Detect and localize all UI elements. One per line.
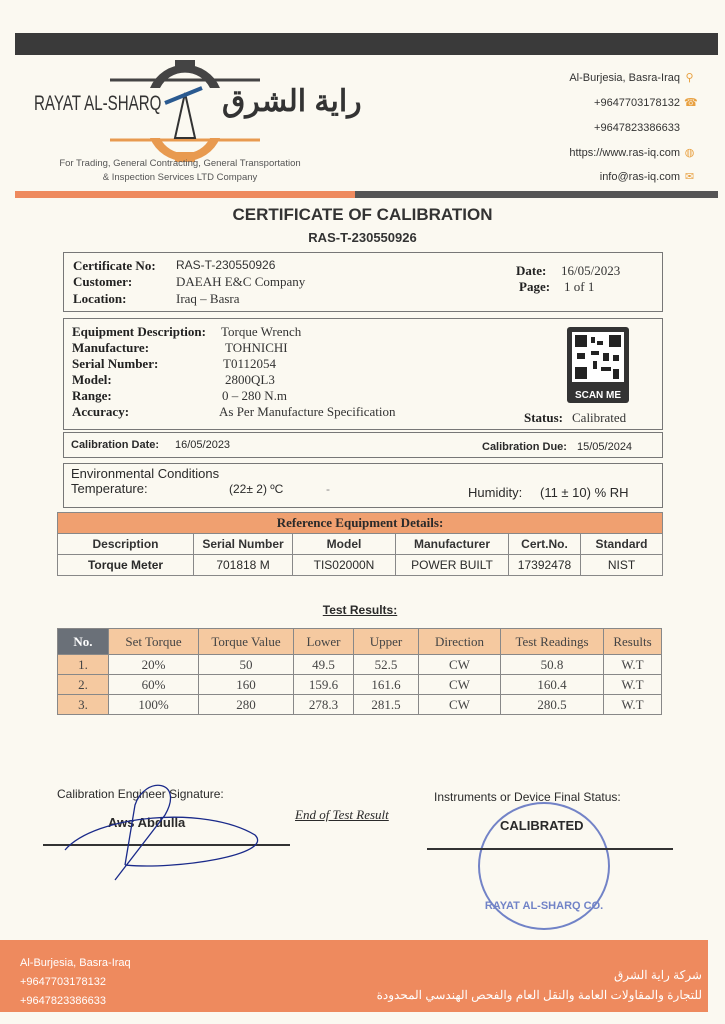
brand-name-en: RAYAT AL-SHARQ <box>34 92 162 115</box>
header-top-bar <box>15 33 718 55</box>
equipment-box <box>63 318 663 430</box>
engineer-signature-label: Calibration Engineer Signature: <box>57 787 224 801</box>
table-cell: 20% <box>109 655 199 675</box>
column-header: Results <box>604 629 662 655</box>
test-results-table <box>57 628 662 715</box>
table-row <box>58 695 662 715</box>
accuracy-value: As Per Manufacture Specification <box>219 404 396 419</box>
environment-heading: Environmental Conditions <box>71 466 220 481</box>
column-header: Cert.No. <box>509 534 581 555</box>
serial-value: T0112054 <box>223 356 276 371</box>
customer-value: DAEAH E&C Company <box>176 274 306 289</box>
certificate-reference: RAS-T-230550926 <box>308 230 417 245</box>
qr-code[interactable] <box>567 327 629 403</box>
column-header: Serial Number <box>194 534 293 555</box>
contact-address <box>569 72 695 84</box>
table-cell: 49.5 <box>294 655 354 675</box>
table-cell: 160.4 <box>501 675 604 695</box>
table-cell: W.T <box>604 655 662 675</box>
temperature-label: Temperature: <box>71 481 148 496</box>
table-cell: 160 <box>199 675 294 695</box>
range-label: Range: <box>72 388 112 403</box>
cert-no-label: Certificate No: <box>73 258 156 273</box>
table-cell: 280 <box>199 695 294 715</box>
website-link[interactable]: https://www.ras-iq.com <box>569 147 680 159</box>
date-label: Date: <box>516 263 547 278</box>
table-header-row <box>58 534 663 555</box>
status-value: Calibrated <box>572 410 627 425</box>
table-cell: 50.8 <box>501 655 604 675</box>
table-cell: 52.5 <box>354 655 419 675</box>
test-results-title: Test Results: <box>322 603 398 617</box>
table-cell: W.T <box>604 675 662 695</box>
column-header: No. <box>58 629 109 655</box>
footer-band <box>0 940 708 1012</box>
equipment-desc-label: Equipment Description: <box>72 324 206 339</box>
range-value: 0 – 280 N.m <box>222 388 287 403</box>
tagline-line-2: & Inspection Services LTD Company <box>102 172 258 183</box>
location-label: Location: <box>73 291 127 306</box>
mail-icon: ✉ <box>684 170 695 183</box>
divider-dark <box>355 191 718 198</box>
table-cell: CW <box>419 675 501 695</box>
table-cell: 1. <box>58 655 109 675</box>
scan-me-label: SCAN ME <box>574 390 622 401</box>
footer-address: Al-Burjesia, Basra-Iraq <box>20 957 131 969</box>
equipment-desc-value: Torque Wrench <box>221 324 302 339</box>
email-link[interactable]: info@ras-iq.com <box>599 171 680 183</box>
footer-phone-1: +9647703178132 <box>20 976 106 988</box>
separator-dash: - <box>326 482 330 496</box>
page-value: 1 of 1 <box>564 279 595 294</box>
calibration-due-label: Calibration Due: <box>482 441 567 453</box>
serial-label: Serial Number: <box>72 356 159 371</box>
contact-website[interactable] <box>569 147 695 159</box>
end-of-test-result: End of Test Result <box>295 807 389 822</box>
table-cell: 60% <box>109 675 199 695</box>
column-header: Lower <box>294 629 354 655</box>
table-cell: 159.6 <box>294 675 354 695</box>
table-cell: 2. <box>58 675 109 695</box>
column-header: Torque Value <box>199 629 294 655</box>
column-header: Test Readings <box>501 629 604 655</box>
footer-phone-2: +9647823386633 <box>20 995 106 1007</box>
table-cell: CW <box>419 695 501 715</box>
contact-phone-2 <box>594 122 680 134</box>
stamp-text: RAYAT AL-SHARQ CO. <box>484 900 604 912</box>
table-cell: 701818 M <box>194 555 293 576</box>
table-cell: 17392478 <box>509 555 581 576</box>
table-cell: Torque Meter <box>58 555 194 576</box>
column-header: Direction <box>419 629 501 655</box>
table-cell: 281.5 <box>354 695 419 715</box>
final-status-value: CALIBRATED <box>500 818 584 833</box>
globe-icon: ◍ <box>684 146 695 159</box>
column-header: Standard <box>581 534 663 555</box>
table-cell: 278.3 <box>294 695 354 715</box>
column-header: Model <box>293 534 396 555</box>
date-value: 16/05/2023 <box>561 263 621 278</box>
divider-orange <box>15 191 355 198</box>
manufacture-value: TOHNICHI <box>225 340 288 355</box>
table-cell: 50 <box>199 655 294 675</box>
phone-text: +9647823386633 <box>594 122 680 134</box>
accuracy-label: Accuracy: <box>72 404 130 419</box>
location-pin-icon: ⚲ <box>685 71 694 84</box>
environment-box <box>63 463 663 508</box>
tagline-line-1: For Trading, General Contracting, General Transportation <box>59 158 301 169</box>
manufacture-label: Manufacture: <box>72 340 150 355</box>
reference-equipment-table <box>57 512 663 576</box>
table-cell: 280.5 <box>501 695 604 715</box>
calibration-dates-box <box>63 432 663 458</box>
engineer-name: Aws Abdulla <box>108 815 186 830</box>
contact-email[interactable] <box>600 171 695 183</box>
location-value: Iraq – Basra <box>176 291 240 306</box>
model-value: 2800QL3 <box>225 372 275 387</box>
table-row <box>58 655 662 675</box>
reference-table-title: Reference Equipment Details: <box>58 513 663 534</box>
customer-label: Customer: <box>73 274 133 289</box>
calibration-date-label: Calibration Date: <box>71 439 160 451</box>
table-cell: POWER BUILT <box>396 555 509 576</box>
footer-arabic-tagline: للتجارة والمقاولات العامة والنقل العام والفحص الهندسي المحدودة <box>376 988 702 1002</box>
humidity-label: Humidity: <box>468 485 523 500</box>
table-cell: NIST <box>581 555 663 576</box>
column-header: Description <box>58 534 194 555</box>
humidity-value: (11 ± 10) % RH <box>540 485 629 500</box>
column-header: Manufacturer <box>396 534 509 555</box>
table-cell: 161.6 <box>354 675 419 695</box>
brand-name-ar: راية الشرق <box>222 85 362 118</box>
table-cell: CW <box>419 655 501 675</box>
certificate-info-box <box>63 252 663 312</box>
qr-code-icon <box>567 327 629 385</box>
status-label: Status: <box>524 410 564 425</box>
temperature-value: (22± 2) ºC <box>229 482 284 496</box>
table-header-row <box>58 629 662 655</box>
page-label: Page: <box>519 279 551 294</box>
final-status-label: Instruments or Device Final Status: <box>434 790 621 804</box>
table-row <box>58 555 663 576</box>
contact-phone-1 <box>594 96 698 109</box>
phone-icon: ☎ <box>684 96 698 109</box>
table-cell: W.T <box>604 695 662 715</box>
calibration-date-value: 16/05/2023 <box>175 439 231 451</box>
cert-no-value: RAS-T-230550926 <box>176 258 276 272</box>
model-label: Model: <box>72 372 112 387</box>
address-text: Al-Burjesia, Basra-Iraq <box>569 72 680 84</box>
footer-arabic-name: شركة راية الشرق <box>613 968 702 982</box>
column-header: Upper <box>354 629 419 655</box>
page-title: CERTIFICATE OF CALIBRATION <box>232 205 493 224</box>
table-cell: 100% <box>109 695 199 715</box>
column-header: Set Torque <box>109 629 199 655</box>
table-row <box>58 675 662 695</box>
table-cell: TIS02000N <box>293 555 396 576</box>
phone-text: +9647703178132 <box>594 97 680 109</box>
final-status-line <box>427 848 673 850</box>
engineer-signature <box>55 775 270 885</box>
table-cell: 3. <box>58 695 109 715</box>
calibration-due-value: 15/05/2024 <box>577 441 633 453</box>
